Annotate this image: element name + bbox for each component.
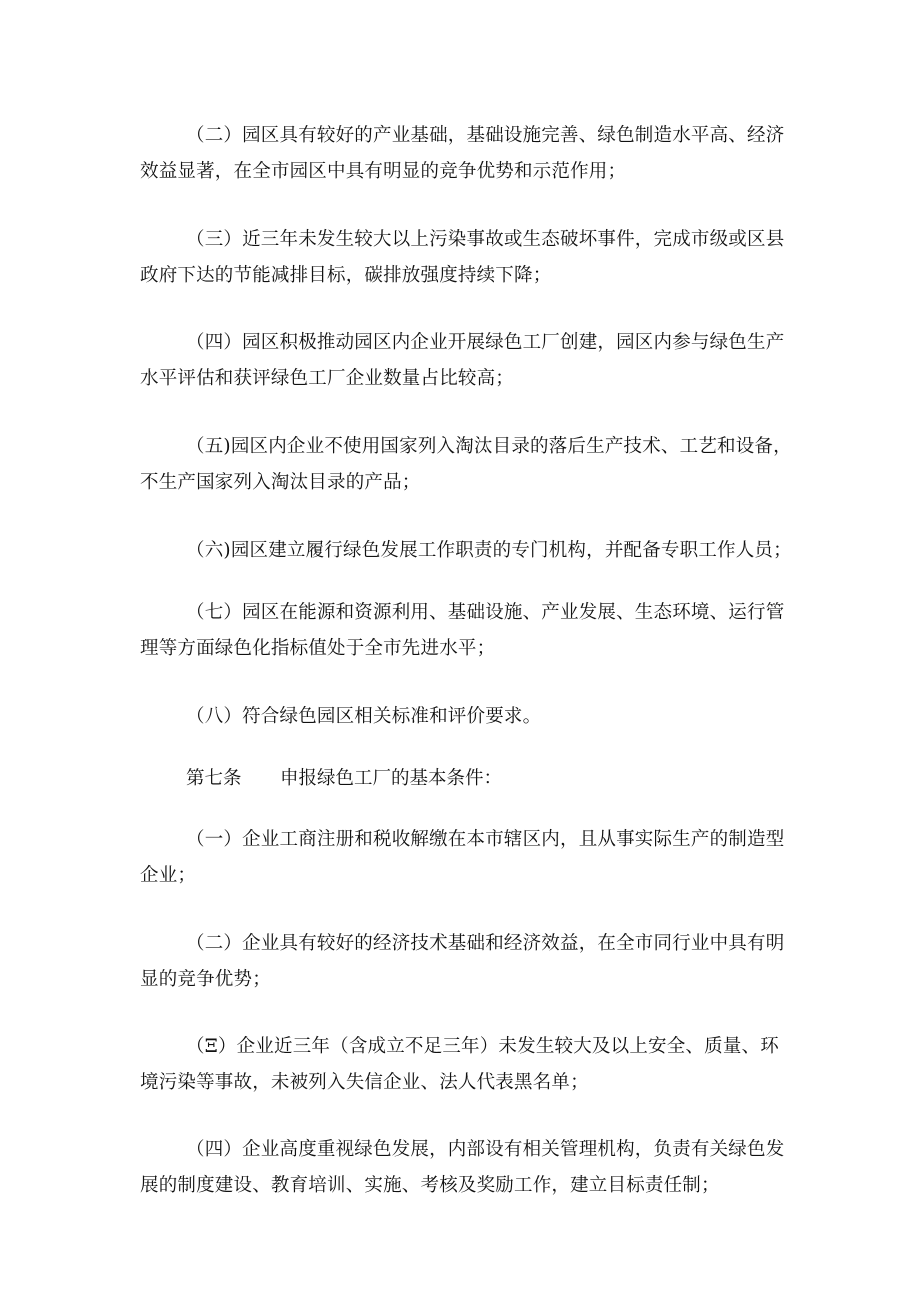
text-line: 显的竞争优势；: [140, 969, 271, 990]
clause-2-factory: [140, 926, 786, 998]
clause-4-factory: [140, 1132, 786, 1204]
text-line: （八）符合绿色园区相关标准和评价要求。: [186, 706, 542, 727]
text-line: （四）企业高度重视绿色发展，内部设有相关管理机构，负责有关绿色发: [186, 1139, 785, 1160]
text-line: 效益显著，在全市园区中具有明显的竞争优势和示范作用；: [140, 161, 627, 182]
text-line: 理等方面绿色化指标值处于全市先进水平；: [140, 638, 496, 659]
clause-6-park: [186, 533, 792, 569]
text-line: （三）近三年未发生较大以上污染事故或生态破坏事件，完成市级或区县: [186, 229, 785, 250]
article-number: 第七条: [186, 768, 242, 789]
article-heading: [186, 761, 502, 797]
clause-8-park: [186, 699, 786, 735]
text-line: 水平评估和获评绿色工厂企业数量占比较高；: [140, 368, 515, 389]
text-line: （四）园区积极推动园区内企业开展绿色工厂创建，园区内参与绿色生产: [186, 332, 785, 353]
clause-3-park: [140, 222, 786, 294]
text-line: 境污染等事故，未被列入失信企业、法人代表黑名单；: [140, 1072, 589, 1093]
clause-2-park: [140, 118, 786, 190]
clause-4-park: [140, 325, 786, 397]
clause-1-factory: [140, 822, 786, 894]
text-line: 企业；: [140, 865, 197, 886]
clause-7-park: [140, 595, 786, 667]
text-line: （五)园区内企业不使用国家列入淘汰目录的落后生产技术、工艺和设备，: [186, 436, 792, 457]
clause-5-park: [140, 429, 792, 501]
text-line: （一）企业工商注册和税收解缴在本市辖区内，且从事实际生产的制造型: [186, 829, 785, 850]
text-line: （六)园区建立履行绿色发展工作职责的专门机构，并配备专职工作人员；: [186, 540, 792, 561]
text-line: 政府下达的节能减排目标，碳排放强度持续下降；: [140, 265, 552, 286]
text-line: （七）园区在能源和资源利用、基础设施、产业发展、生态环境、运行管: [186, 602, 785, 623]
clause-3-factory: [140, 1029, 786, 1101]
text-line: 不生产国家列入淘汰目录的产品；: [140, 472, 421, 493]
text-line: （二）园区具有较好的产业基础，基础设施完善、绿色制造水平高、经济: [186, 125, 785, 146]
text-line: （Ξ）企业近三年（含成立不足三年）未发生较大及以上安全、质量、环: [186, 1036, 779, 1057]
text-line: （二）企业具有较好的经济技术基础和经济效益，在全市同行业中具有明: [186, 933, 785, 954]
article-title: 申报绿色工厂的基本条件：: [280, 768, 503, 789]
text-line: 展的制度建设、教育培训、实施、考核及奖励工作，建立目标责任制；: [140, 1175, 720, 1196]
